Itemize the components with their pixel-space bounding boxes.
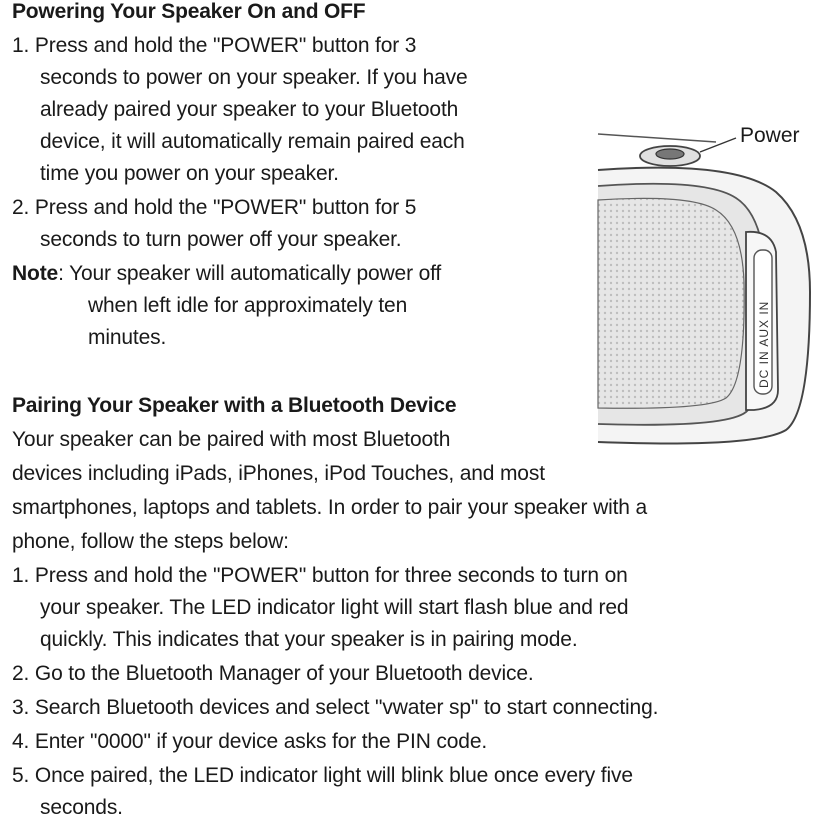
power-step-2-line: seconds to turn power off your speaker. bbox=[40, 228, 402, 251]
pairing-intro-line: Your speaker can be paired with most Bluetooth bbox=[12, 428, 451, 451]
pairing-step-3-line: 3. Search Bluetooth devices and select "vwater sp" to start connecting. bbox=[12, 696, 659, 719]
power-step-2-line: 2. Press and hold the "POWER" button for 5 bbox=[12, 196, 417, 219]
power-step-1-line: 1. Press and hold the "POWER" button for 3 bbox=[12, 34, 417, 57]
power-label: Power bbox=[740, 124, 800, 147]
pairing-intro-line: devices including iPads, iPhones, iPod Touches, and most bbox=[12, 462, 545, 485]
pairing-step-5-line: seconds. bbox=[40, 796, 123, 819]
pairing-intro-line: smartphones, laptops and tablets. In order to pair your speaker with a bbox=[12, 496, 648, 519]
power-button-icon bbox=[656, 149, 684, 159]
speaker-top-edge bbox=[598, 134, 716, 142]
section-heading-pairing: Pairing Your Speaker with a Bluetooth Device bbox=[12, 394, 457, 417]
pairing-step-1-line: your speaker. The LED indicator light will start flash blue and red bbox=[40, 596, 629, 619]
pairing-intro-line: phone, follow the steps below: bbox=[12, 530, 289, 553]
power-step-1-line: device, it will automatically remain paired each bbox=[40, 130, 465, 153]
pairing-step-1-line: quickly. This indicates that your speaker is in pairing mode. bbox=[40, 628, 578, 651]
pairing-step-4-line: 4. Enter "0000" if your device asks for the PIN code. bbox=[12, 730, 488, 753]
speaker-grille bbox=[598, 198, 744, 408]
pairing-step-5-line: 5. Once paired, the LED indicator light will blink blue once every five bbox=[12, 764, 633, 787]
speaker-illustration bbox=[596, 112, 826, 452]
pairing-step-1-line: 1. Press and hold the "POWER" button for three seconds to turn on bbox=[12, 564, 628, 587]
power-step-1-line: time you power on your speaker. bbox=[40, 162, 339, 185]
note-line bbox=[12, 262, 441, 286]
pairing-step-2-line: 2. Go to the Bluetooth Manager of your Bluetooth device. bbox=[12, 662, 534, 685]
note-line: when left idle for approximately ten bbox=[88, 294, 408, 317]
note-text: : Your speaker will automatically power off bbox=[58, 262, 442, 285]
power-leader-line bbox=[700, 138, 736, 152]
port-label: DC IN AUX IN bbox=[757, 300, 771, 388]
note-label: Note bbox=[12, 262, 59, 285]
power-step-1-line: seconds to power on your speaker. If you have bbox=[40, 66, 468, 89]
section-heading-power: Powering Your Speaker On and OFF bbox=[12, 0, 366, 23]
note-line: minutes. bbox=[88, 326, 167, 349]
power-step-1-line: already paired your speaker to your Bluetooth bbox=[40, 98, 459, 121]
